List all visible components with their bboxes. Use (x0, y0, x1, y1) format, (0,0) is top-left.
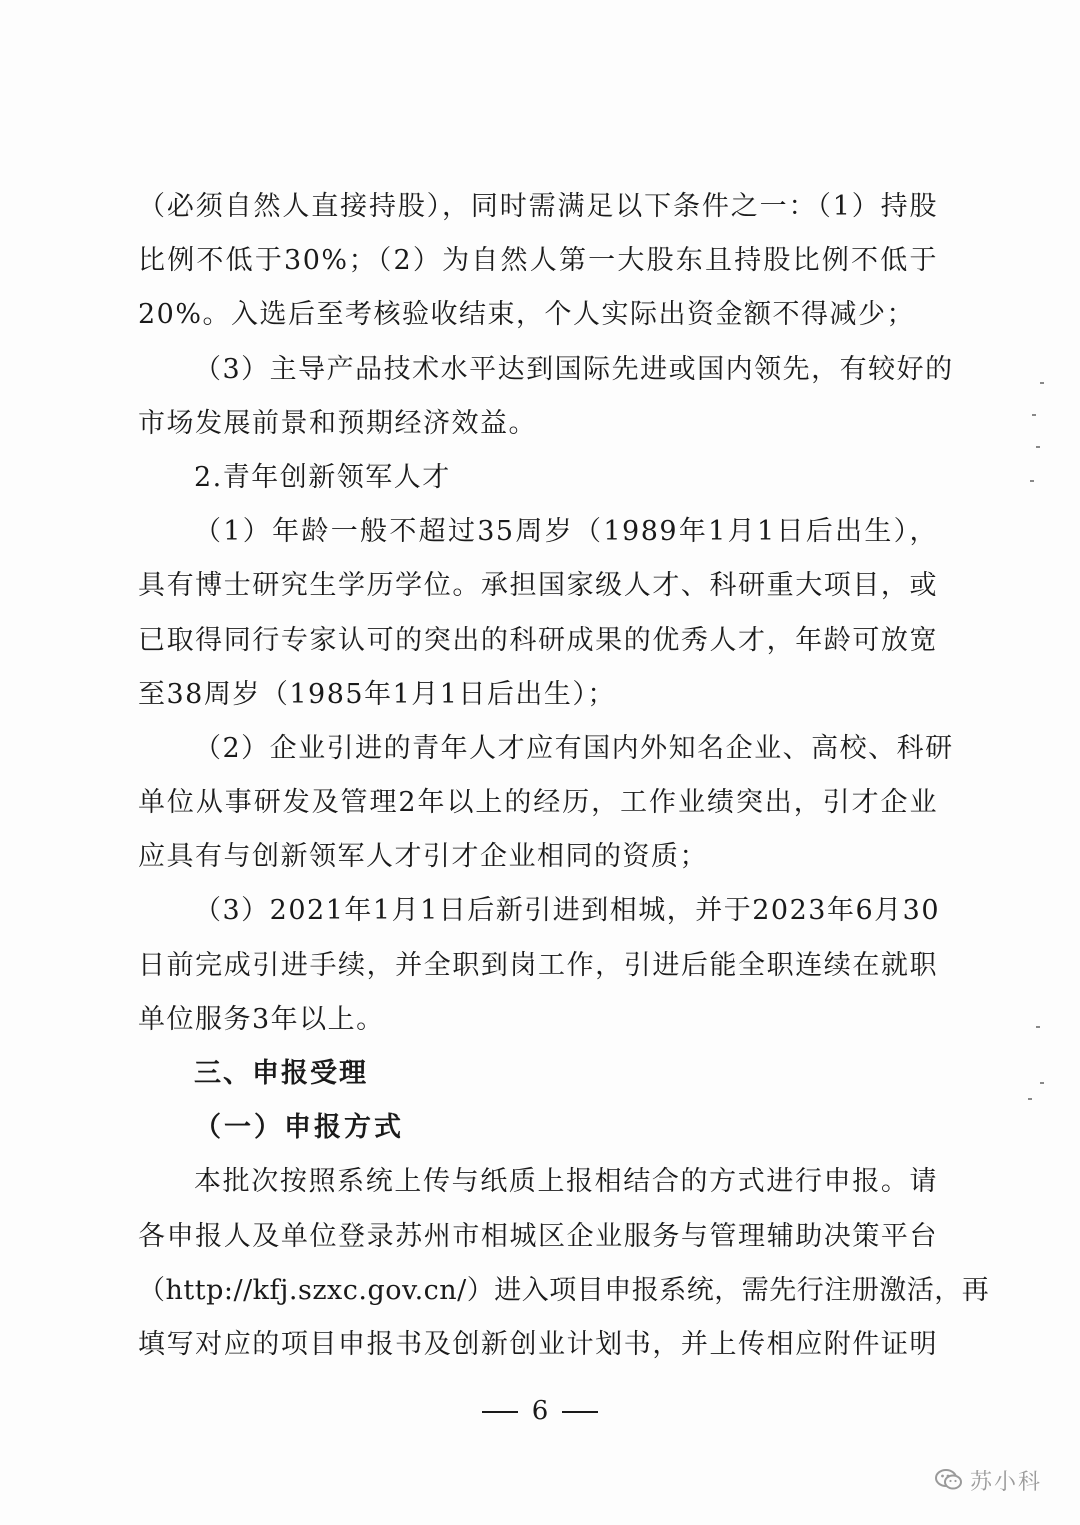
body-line: 单位从事研发及管理2年以上的经历，工作业绩突出，引才企业 (138, 787, 938, 819)
wechat-watermark (934, 1460, 1042, 1500)
body-line: （2）企业引进的青年人才应有国内外知名企业、高校、科研 (194, 732, 954, 764)
subsection-heading: （一）申报方式 (194, 1112, 404, 1144)
scan-speck (1040, 382, 1044, 384)
body-line: 各申报人及单位登录苏州市相城区企业服务与管理辅助决策平台 (138, 1220, 938, 1252)
scan-speck (1036, 1026, 1040, 1028)
body-line: （3）2021年1月1日后新引进到相城，并于2023年6月30 (194, 895, 940, 927)
body-line: 应具有与创新领军人才引才企业相同的资质； (138, 841, 708, 873)
body-line: 日前完成引进手续，并全职到岗工作，引进后能全职连续在就职 (138, 949, 938, 981)
scan-speck (1036, 446, 1040, 448)
body-line: 已取得同行专家认可的突出的科研成果的优秀人才，年龄可放宽 (138, 624, 938, 656)
body-line: 填写对应的项目申报书及创新创业计划书，并上传相应附件证明 (138, 1328, 938, 1360)
body-line: 至38周岁（1985年1月1日后出生）； (138, 678, 616, 710)
watermark-label: 苏小科 (970, 1469, 1043, 1495)
section-heading: 三、申报受理 (194, 1058, 368, 1089)
scan-speck (1028, 1098, 1032, 1100)
section-subheading: 2.青年创新领军人才 (194, 461, 451, 493)
scan-speck (1032, 414, 1036, 416)
body-line: （1）年龄一般不超过35周岁（1989年1月1日后出生）， (194, 516, 938, 548)
page-number (0, 1396, 1080, 1426)
wechat-icon (934, 1467, 964, 1493)
body-line: 比例不低于30%；（2）为自然人第一大股东且持股比例不低于 (138, 245, 938, 277)
body-line: （3）主导产品技术水平达到国际先进或国内领先，有较好的 (194, 353, 954, 385)
body-line: 市场发展前景和预期经济效益。 (138, 407, 537, 439)
body-line: 具有博士研究生学历学位。承担国家级人才、科研重大项目，或 (138, 570, 938, 602)
body-line: 20%。入选后至考核验收结束，个人实际出资金额不得减少； (138, 299, 916, 331)
page-number-dash-right (562, 1411, 598, 1413)
document-body (138, 180, 990, 1372)
body-line: 本批次按照系统上传与纸质上报相结合的方式进行申报。请 (194, 1166, 938, 1198)
body-line: （http://kfj.szxc.gov.cn/）进入项目申报系统，需先行注册激活，再 (138, 1274, 990, 1306)
page-number-value: 6 (531, 1396, 549, 1426)
body-line: 单位服务3年以上。 (138, 1003, 385, 1035)
scan-speck (1040, 1082, 1044, 1084)
body-line: （必须自然人直接持股），同时需满足以下条件之一：（1）持股 (138, 191, 938, 222)
scan-speck (1030, 480, 1034, 482)
page-number-dash-left (482, 1411, 518, 1413)
